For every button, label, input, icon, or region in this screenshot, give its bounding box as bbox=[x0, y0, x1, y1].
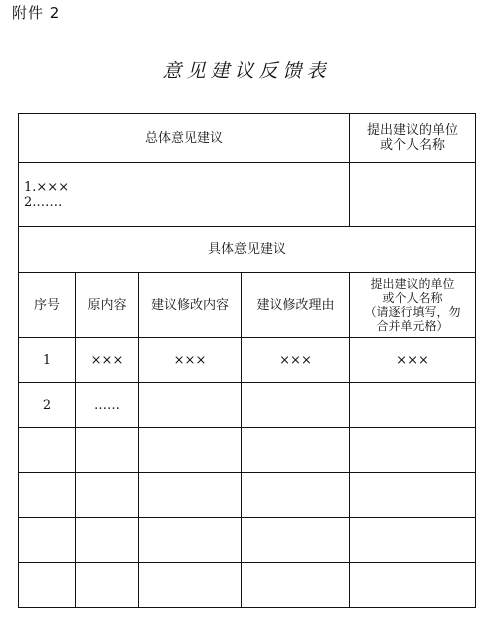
row-index-cell[interactable]: 2 bbox=[19, 383, 76, 428]
column-header-submitter: 提出建议的单位 或个人名称 （请逐行填写，勿 合并单元格） bbox=[350, 273, 476, 338]
table-row bbox=[19, 473, 476, 518]
row-proposed-cell[interactable] bbox=[139, 563, 242, 608]
row-index-cell[interactable] bbox=[19, 518, 76, 563]
row-reason-cell[interactable] bbox=[242, 563, 350, 608]
form-title: 意见建议反馈表 bbox=[162, 60, 331, 82]
general-header-row bbox=[19, 114, 476, 163]
row-submitter-cell[interactable] bbox=[350, 473, 476, 518]
row-original-cell[interactable] bbox=[76, 518, 139, 563]
attachment-label: 附件 2 bbox=[12, 4, 61, 22]
row-submitter-cell[interactable] bbox=[350, 563, 476, 608]
general-opinion-header: 总体意见建议 bbox=[19, 114, 350, 163]
row-proposed-cell[interactable] bbox=[139, 428, 242, 473]
table-row bbox=[19, 518, 476, 563]
general-submitter-cell[interactable] bbox=[350, 163, 476, 227]
row-reason-cell[interactable] bbox=[242, 473, 350, 518]
row-original-cell[interactable] bbox=[76, 563, 139, 608]
row-submitter-cell[interactable] bbox=[350, 383, 476, 428]
table-row bbox=[19, 338, 476, 383]
table-row bbox=[19, 383, 476, 428]
row-proposed-cell[interactable] bbox=[139, 518, 242, 563]
row-original-cell[interactable] bbox=[76, 428, 139, 473]
general-submitter-header: 提出建议的单位 或个人名称 bbox=[350, 114, 476, 163]
row-proposed-cell[interactable]: ××× bbox=[139, 338, 242, 383]
row-original-cell[interactable]: …… bbox=[76, 383, 139, 428]
row-proposed-cell[interactable] bbox=[139, 473, 242, 518]
column-header-original: 原内容 bbox=[76, 273, 139, 338]
general-opinion-line-1: 1.××× bbox=[24, 179, 70, 195]
row-reason-cell[interactable] bbox=[242, 383, 350, 428]
column-header-index: 序号 bbox=[19, 273, 76, 338]
table-row bbox=[19, 428, 476, 473]
row-index-cell[interactable] bbox=[19, 473, 76, 518]
row-reason-cell[interactable] bbox=[242, 518, 350, 563]
row-submitter-cell[interactable] bbox=[350, 518, 476, 563]
row-index-cell[interactable] bbox=[19, 428, 76, 473]
row-reason-cell[interactable]: ××× bbox=[242, 338, 350, 383]
row-submitter-cell[interactable]: ××× bbox=[350, 338, 476, 383]
table-row bbox=[19, 563, 476, 608]
specific-opinion-header: 具体意见建议 bbox=[19, 227, 476, 273]
general-opinion-cell[interactable] bbox=[19, 163, 350, 227]
row-original-cell[interactable] bbox=[76, 473, 139, 518]
row-index-cell[interactable] bbox=[19, 563, 76, 608]
row-proposed-cell[interactable] bbox=[139, 383, 242, 428]
general-content-row bbox=[19, 163, 476, 227]
row-index-cell[interactable]: 1 bbox=[19, 338, 76, 383]
row-original-cell[interactable]: ××× bbox=[76, 338, 139, 383]
specific-header-row bbox=[19, 227, 476, 273]
column-header-row bbox=[19, 273, 476, 338]
row-reason-cell[interactable] bbox=[242, 428, 350, 473]
column-header-reason: 建议修改理由 bbox=[242, 273, 350, 338]
feedback-table bbox=[18, 113, 476, 608]
column-header-proposed: 建议修改内容 bbox=[139, 273, 242, 338]
general-opinion-line-2: 2.…… bbox=[24, 194, 63, 210]
row-submitter-cell[interactable] bbox=[350, 428, 476, 473]
